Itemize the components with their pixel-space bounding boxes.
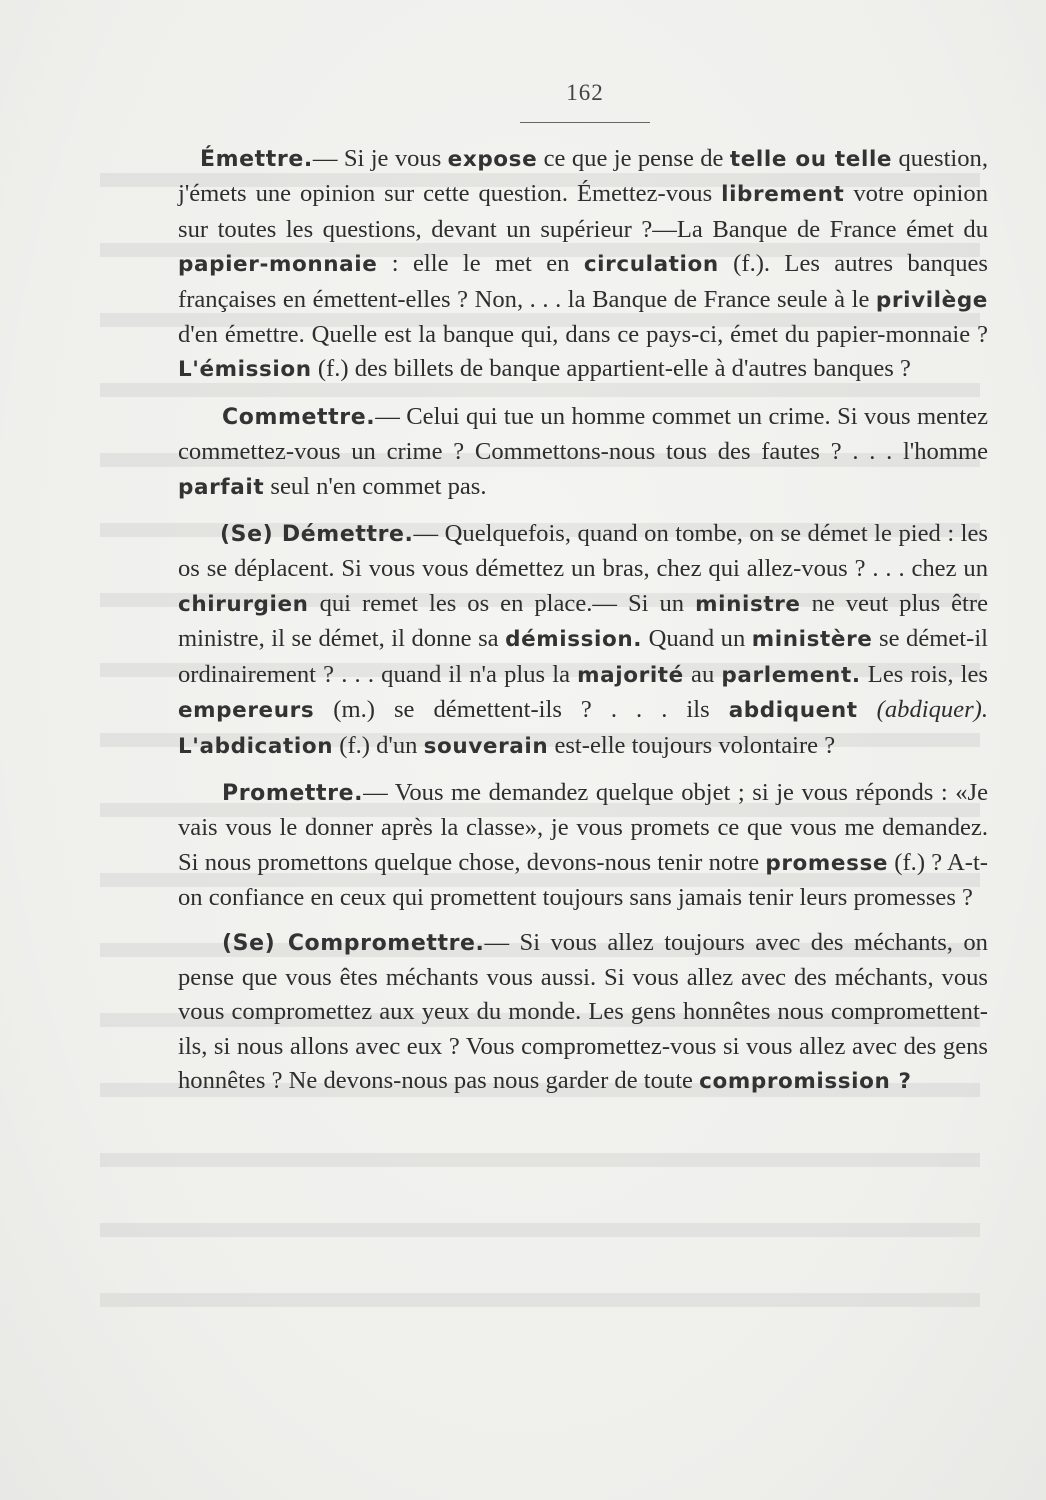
text-run: — Si je vous xyxy=(312,145,448,172)
text-run: Les rois, les xyxy=(860,660,989,688)
bold-term: chirurgien xyxy=(178,591,309,617)
bold-term: parfait xyxy=(178,474,265,500)
text-run: (m.) se démettent-ils ? . . . ils xyxy=(314,696,729,724)
text-run: votre opinion sur toutes les questions, devant un supérieur ?—La Banque de France émet du xyxy=(178,180,988,243)
bold-term: privilège xyxy=(875,287,988,313)
text-run: — Quelquefois, quand on tombe, on se démet le pied : les os se déplacent. Si vous vous démettez un bras, chez qui allez-vous ? . . . chez un xyxy=(178,520,988,583)
page-number-rule xyxy=(520,122,650,123)
bold-term: souverain xyxy=(423,733,549,759)
bold-term: abdiquent xyxy=(728,698,858,724)
text-run: (f.) ? A-t-on confiance en ceux qui promettent toujours sans jamais tenir leurs promesses ? xyxy=(178,848,988,912)
entry-headword: (Se) Compromettre. xyxy=(222,930,485,956)
text-run: (f.). Les autres banques françaises en émettent-elles ? Non, . . . la Banque de France seule à le xyxy=(178,250,988,313)
bold-term: telle ou telle xyxy=(729,147,893,172)
text-run: seul n'en commet pas. xyxy=(264,472,487,500)
entry-headword: (Se) Démettre. xyxy=(220,522,414,548)
page-number: 162 xyxy=(566,80,604,105)
paragraph-commettre xyxy=(178,400,988,505)
bold-term: promesse xyxy=(765,850,889,876)
text-run: : elle le met en xyxy=(377,250,584,278)
body-text xyxy=(178,142,988,1110)
bold-term: compromission ? xyxy=(699,1069,912,1095)
bold-term: parlement. xyxy=(721,662,861,688)
text-run: au xyxy=(683,660,722,688)
text-run: (f.) d'un xyxy=(333,731,424,759)
bold-term: papier-monnaie xyxy=(178,252,378,278)
text-run: d'en émettre. Quelle est la banque qui, dans ce pays-ci, émet du papier-monnaie ? xyxy=(178,321,988,349)
bold-term: ministère xyxy=(751,627,873,653)
text-run: — Si vous allez toujours avec des méchants, on pense que vous êtes méchants vous aussi. Si vous allez avec des méchants, vous vous compromettez aux yeux du monde. Les gens honnêtes nous compromettent-ils, si nous allons avec eux ? Vous compromettez-vous si vous allez avec des gens honnêtes ? Ne devons-nous pas nous garder de toute xyxy=(178,928,988,1095)
italic-term: (abdiquer). xyxy=(876,696,988,724)
paragraph-demettre xyxy=(178,517,988,764)
bold-term: librement xyxy=(721,182,845,208)
text-run: se démet-il ordinairement ? . . . quand il n'a plus la xyxy=(178,625,988,688)
text-run: — Vous me demandez quelque objet ; si je vous réponds : «Je vais vous le donner après la classe», je vous promets ce que vous me demandez. Si nous promettons quelque chose, devons-nous tenir notre xyxy=(178,778,988,876)
bold-term: démission. xyxy=(505,627,643,653)
paragraph-emettre xyxy=(178,142,988,388)
bold-term: L'abdication xyxy=(178,733,334,759)
text-run: Quand un xyxy=(642,625,752,653)
text-run: est-elle toujours volontaire ? xyxy=(548,731,836,759)
bold-term: majorité xyxy=(577,662,684,688)
text-run: — Celui qui tue un homme commet un crime. Si vous mentez commettez-vous un crime ? Commettons-nous tous des fautes ? . . . l'homme xyxy=(178,402,988,466)
text-run: ne veut plus être ministre, il se démet, il donne sa xyxy=(178,589,988,653)
bold-term: expose xyxy=(447,147,538,172)
text-run: qui remet les os en place.— Si un xyxy=(308,589,696,617)
entry-headword: Commettre. xyxy=(222,404,376,430)
bold-term: empereurs xyxy=(178,698,315,724)
text-run: ce que je pense de xyxy=(537,145,730,172)
paragraph-promettre xyxy=(178,776,988,916)
text-run: question, j'émets une opinion sur cette question. Émettez-vous xyxy=(178,145,988,208)
bold-term: L'émission xyxy=(178,357,312,383)
entry-headword: Promettre. xyxy=(222,780,364,806)
entry-headword: Émettre. xyxy=(200,147,313,172)
text-run xyxy=(858,696,877,723)
bold-term: circulation xyxy=(583,252,719,278)
paragraph-compromettre xyxy=(178,926,988,1100)
bold-term: ministre xyxy=(695,591,801,617)
text-run: (f.) des billets de banque appartient-elle à d'autres banques ? xyxy=(311,355,911,383)
